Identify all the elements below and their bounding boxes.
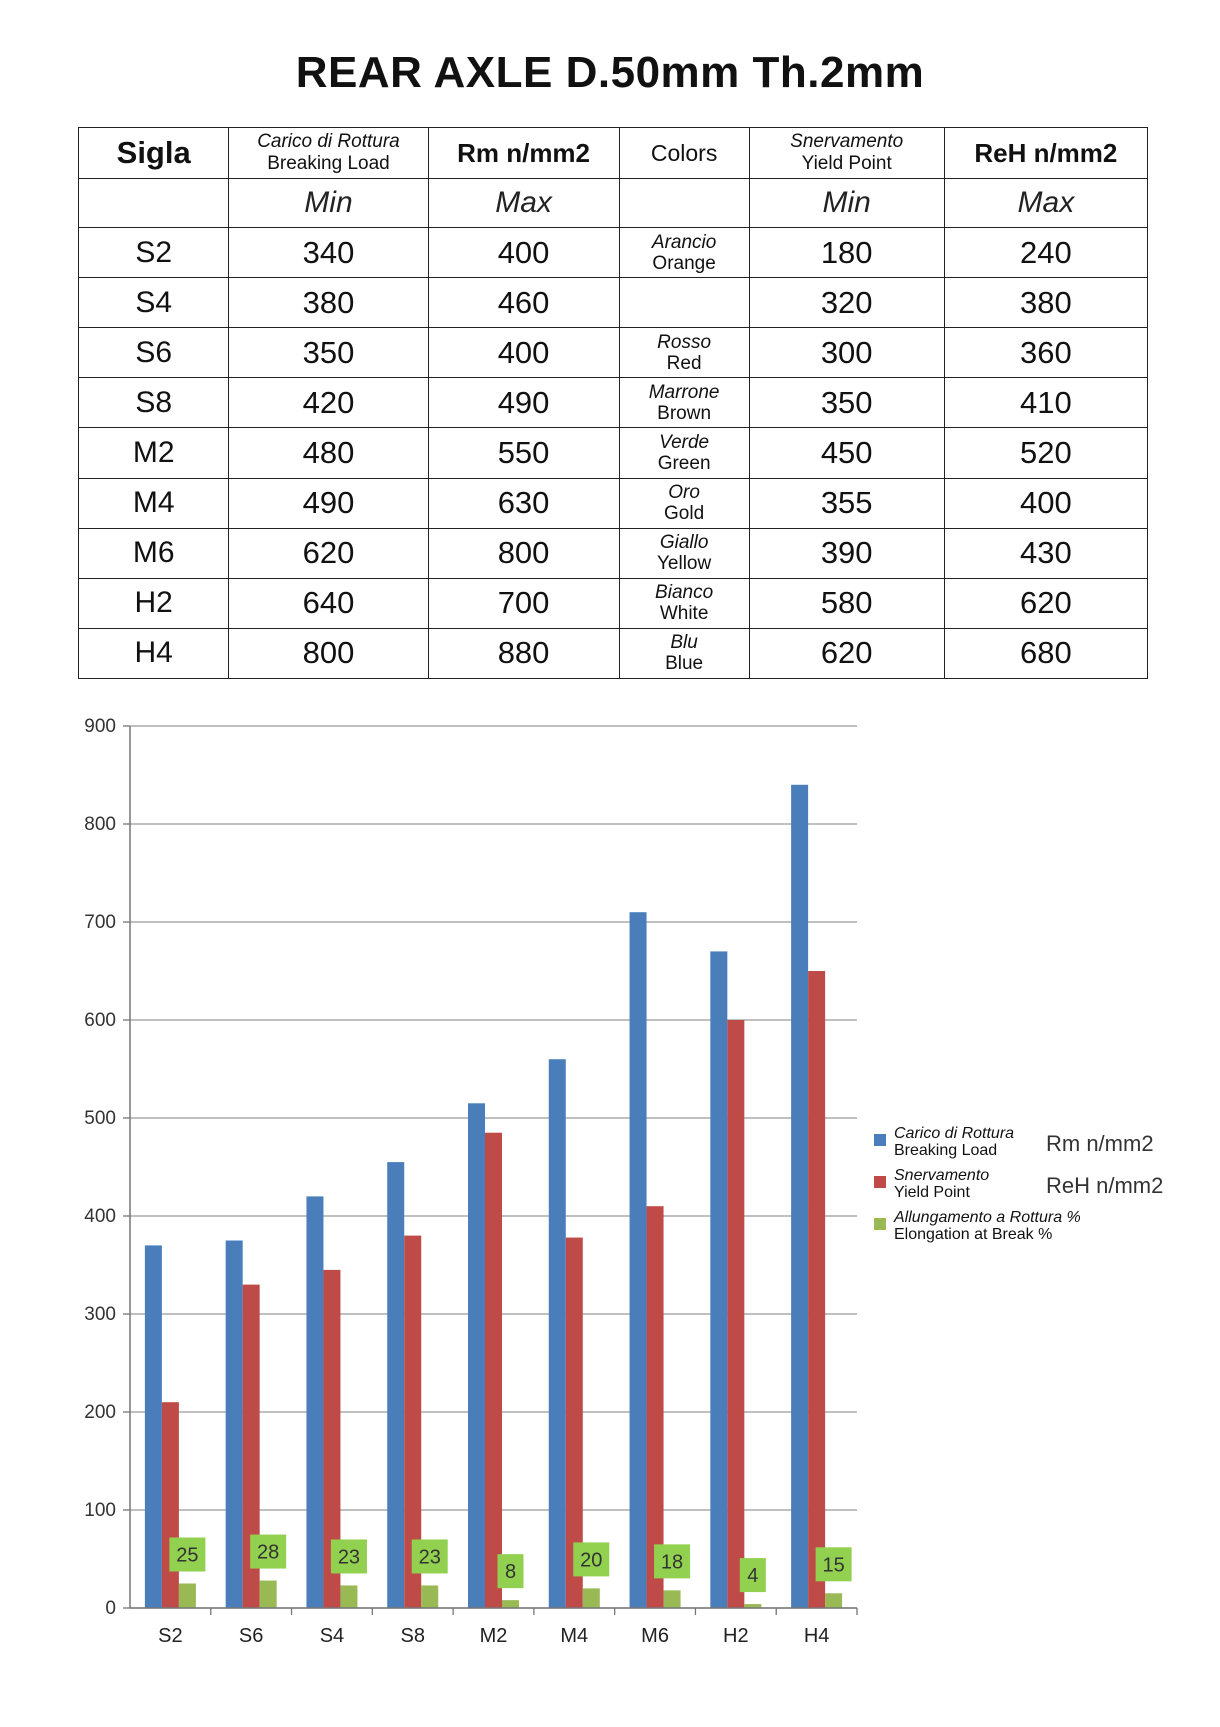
table-row — [79, 528, 1148, 578]
cell-sigla: S8 — [79, 378, 229, 428]
cell-color-it: Rosso — [657, 331, 712, 353]
cell-reh-min: 180 — [749, 228, 944, 278]
bar-elongation — [825, 1593, 842, 1608]
cell-sigla: S2 — [79, 228, 229, 278]
cell-reh-min: 580 — [749, 578, 944, 628]
legend-label-breaking-load — [894, 1125, 1014, 1159]
x-tick-label: S2 — [158, 1625, 183, 1647]
cell-color-en: White — [659, 603, 709, 625]
cell-color-en: Red — [666, 352, 702, 374]
header-reh-unit: ReH n/mm2 — [944, 128, 1147, 179]
cell-reh-min: 350 — [749, 378, 944, 428]
header-breaking-it: Carico di Rottura — [257, 131, 400, 153]
legend-swatch-elongation — [874, 1218, 886, 1230]
bar-elongation — [583, 1588, 600, 1608]
y-tick-label: 800 — [84, 814, 116, 835]
data-label: 23 — [418, 1546, 441, 1569]
cell-color — [619, 628, 749, 678]
legend-yield-it: Snervamento — [894, 1167, 990, 1184]
cell-rm-max: 550 — [428, 428, 619, 478]
table-row — [79, 378, 1148, 428]
cell-color-en: Orange — [652, 252, 716, 274]
data-label: 28 — [257, 1541, 280, 1564]
cell-reh-min: 450 — [749, 428, 944, 478]
legend-swatch-yield-point — [874, 1176, 886, 1188]
bar-yield-point — [727, 1020, 744, 1608]
cell-reh-min: 390 — [749, 528, 944, 578]
table-row — [79, 478, 1148, 528]
x-tick-label: S8 — [400, 1625, 425, 1647]
cell-color-it: Bianco — [655, 582, 714, 604]
y-axis-tick-labels — [84, 716, 116, 1619]
cell-reh-max: 240 — [944, 228, 1147, 278]
cell-rm-min: 420 — [229, 378, 428, 428]
cell-rm-max: 880 — [428, 628, 619, 678]
x-tick-label: M6 — [641, 1625, 669, 1647]
cell-color-it: Blu — [670, 632, 698, 654]
cell-color — [619, 578, 749, 628]
y-tick-label: 400 — [84, 1206, 116, 1227]
table-header-row — [79, 128, 1148, 179]
bar-breaking-load — [145, 1245, 162, 1608]
table-subheader-row — [79, 179, 1148, 228]
y-tick-label: 900 — [84, 716, 116, 737]
cell-color — [619, 278, 749, 328]
cell-rm-min: 490 — [229, 478, 428, 528]
subheader-rm-max: Max — [428, 179, 619, 228]
cell-reh-max: 400 — [944, 478, 1147, 528]
legend-item-breaking-load — [870, 1125, 1210, 1165]
cell-color-en: Green — [657, 453, 711, 475]
bar-yield-point — [808, 971, 825, 1608]
cell-color-it: Arancio — [651, 231, 717, 253]
bar-elongation — [340, 1585, 357, 1608]
header-rm-unit: Rm n/mm2 — [428, 128, 619, 179]
header-yield-point — [749, 128, 944, 179]
y-tick-label: 200 — [84, 1402, 116, 1423]
legend-label-yield-point — [894, 1167, 989, 1201]
data-label: 18 — [660, 1551, 684, 1574]
cell-rm-max: 490 — [428, 378, 619, 428]
bar-yield-point — [162, 1402, 179, 1608]
cell-reh-min: 355 — [749, 478, 944, 528]
legend-breaking-en: Breaking Load — [894, 1142, 998, 1159]
x-tick-label: M2 — [479, 1625, 508, 1647]
y-tick-label: 700 — [84, 912, 116, 933]
chart-bars — [145, 785, 845, 1608]
cell-rm-min: 800 — [229, 628, 428, 678]
bar-elongation — [502, 1600, 519, 1608]
data-label: 20 — [580, 1549, 603, 1572]
table-row — [79, 428, 1148, 478]
legend-yield-en: Yield Point — [894, 1184, 970, 1201]
cell-sigla: M6 — [79, 528, 229, 578]
y-tick-label: 300 — [84, 1304, 116, 1325]
header-breaking-en: Breaking Load — [267, 153, 390, 175]
cell-reh-min: 620 — [749, 628, 944, 678]
spec-table — [78, 127, 1148, 679]
legend-breaking-it: Carico di Rottura — [894, 1125, 1015, 1142]
cell-color-en: Yellow — [656, 553, 712, 575]
bar-breaking-load — [791, 785, 808, 1608]
cell-reh-min: 320 — [749, 278, 944, 328]
cell-rm-min: 620 — [229, 528, 428, 578]
legend-unit-reh: ReH n/mm2 — [1046, 1173, 1164, 1198]
cell-rm-min: 640 — [229, 578, 428, 628]
page-title: REAR AXLE D.50mm Th.2mm — [295, 48, 925, 97]
y-tick-label: 100 — [84, 1500, 116, 1521]
cell-color-it: Verde — [659, 432, 710, 454]
cell-rm-max: 400 — [428, 328, 619, 378]
cell-rm-max: 400 — [428, 228, 619, 278]
cell-color-it: Oro — [668, 482, 700, 504]
bar-yield-point — [485, 1133, 502, 1608]
table-row — [79, 628, 1148, 678]
cell-rm-min: 350 — [229, 328, 428, 378]
header-sigla: Sigla — [79, 128, 229, 179]
data-label: 8 — [504, 1561, 517, 1584]
x-tick-label: H4 — [803, 1625, 830, 1647]
cell-color — [619, 378, 749, 428]
x-tick-label: M4 — [560, 1625, 589, 1647]
header-yield-it: Snervamento — [790, 131, 904, 153]
cell-sigla: S4 — [79, 278, 229, 328]
cell-reh-max: 430 — [944, 528, 1147, 578]
cell-rm-max: 700 — [428, 578, 619, 628]
legend-label-elongation — [894, 1209, 1081, 1243]
legend-item-yield-point — [870, 1167, 1210, 1207]
bar-breaking-load — [630, 912, 647, 1608]
cell-color — [619, 228, 749, 278]
subheader-rm-min: Min — [229, 179, 428, 228]
cell-rm-min: 380 — [229, 278, 428, 328]
cell-sigla: H4 — [79, 628, 229, 678]
data-label: 23 — [337, 1546, 361, 1569]
cell-color — [619, 478, 749, 528]
y-tick-label: 500 — [84, 1108, 116, 1129]
cell-color-en: Brown — [657, 402, 712, 424]
cell-reh-max: 620 — [944, 578, 1147, 628]
table-row — [79, 328, 1148, 378]
y-tick-label: 0 — [105, 1598, 116, 1619]
x-tick-label: H2 — [723, 1625, 749, 1647]
cell-color-en: Blue — [665, 653, 704, 675]
table-row — [79, 578, 1148, 628]
header-yield-en: Yield Point — [801, 153, 892, 175]
cell-sigla: H2 — [79, 578, 229, 628]
legend-swatch-breaking-load — [874, 1134, 886, 1146]
cell-sigla: S6 — [79, 328, 229, 378]
subheader-colors-empty — [619, 179, 749, 228]
cell-color-it: Giallo — [659, 532, 709, 554]
bar-elongation — [260, 1581, 277, 1608]
cell-color-it: Marrone — [648, 381, 720, 403]
bar-breaking-load — [710, 951, 727, 1608]
x-tick-label: S6 — [238, 1625, 264, 1647]
data-label: 15 — [822, 1554, 845, 1577]
bar-elongation — [664, 1590, 681, 1608]
cell-reh-max: 680 — [944, 628, 1147, 678]
cell-color — [619, 428, 749, 478]
cell-rm-max: 460 — [428, 278, 619, 328]
cell-color — [619, 528, 749, 578]
legend-elongation-it: Allungamento a Rottura % — [894, 1209, 1081, 1226]
cell-rm-max: 800 — [428, 528, 619, 578]
cell-rm-min: 340 — [229, 228, 428, 278]
cell-reh-min: 300 — [749, 328, 944, 378]
data-label: 25 — [176, 1544, 199, 1567]
y-tick-label: 600 — [84, 1010, 116, 1031]
subheader-empty — [79, 179, 229, 228]
table-body — [79, 228, 1148, 679]
bar-breaking-load — [226, 1241, 243, 1609]
cell-reh-max: 520 — [944, 428, 1147, 478]
bar-breaking-load — [306, 1196, 323, 1608]
x-tick-label: S4 — [319, 1625, 345, 1647]
cell-sigla: M4 — [79, 478, 229, 528]
bar-breaking-load — [549, 1059, 566, 1608]
chart-legend — [870, 1125, 1210, 1251]
cell-rm-max: 630 — [428, 478, 619, 528]
cell-color-en: Gold — [664, 503, 705, 525]
legend-elongation-en: Elongation at Break % — [894, 1226, 1053, 1243]
cell-color — [619, 328, 749, 378]
legend-unit-rm: Rm n/mm2 — [1046, 1131, 1154, 1156]
subheader-reh-max: Max — [944, 179, 1147, 228]
table-row — [79, 228, 1148, 278]
bar-elongation — [179, 1584, 196, 1609]
subheader-reh-min: Min — [749, 179, 944, 228]
bar-elongation — [421, 1585, 438, 1608]
cell-reh-max: 360 — [944, 328, 1147, 378]
cell-reh-max: 410 — [944, 378, 1147, 428]
legend-item-elongation — [870, 1209, 1210, 1249]
data-label: 4 — [747, 1565, 759, 1588]
bar-breaking-load — [468, 1103, 485, 1608]
cell-reh-max: 380 — [944, 278, 1147, 328]
header-breaking-load — [229, 128, 428, 179]
cell-rm-min: 480 — [229, 428, 428, 478]
header-colors: Colors — [619, 128, 749, 179]
x-axis-tick-labels — [158, 1608, 857, 1647]
bar-breaking-load — [387, 1162, 404, 1608]
table-row — [79, 278, 1148, 328]
cell-sigla: M2 — [79, 428, 229, 478]
